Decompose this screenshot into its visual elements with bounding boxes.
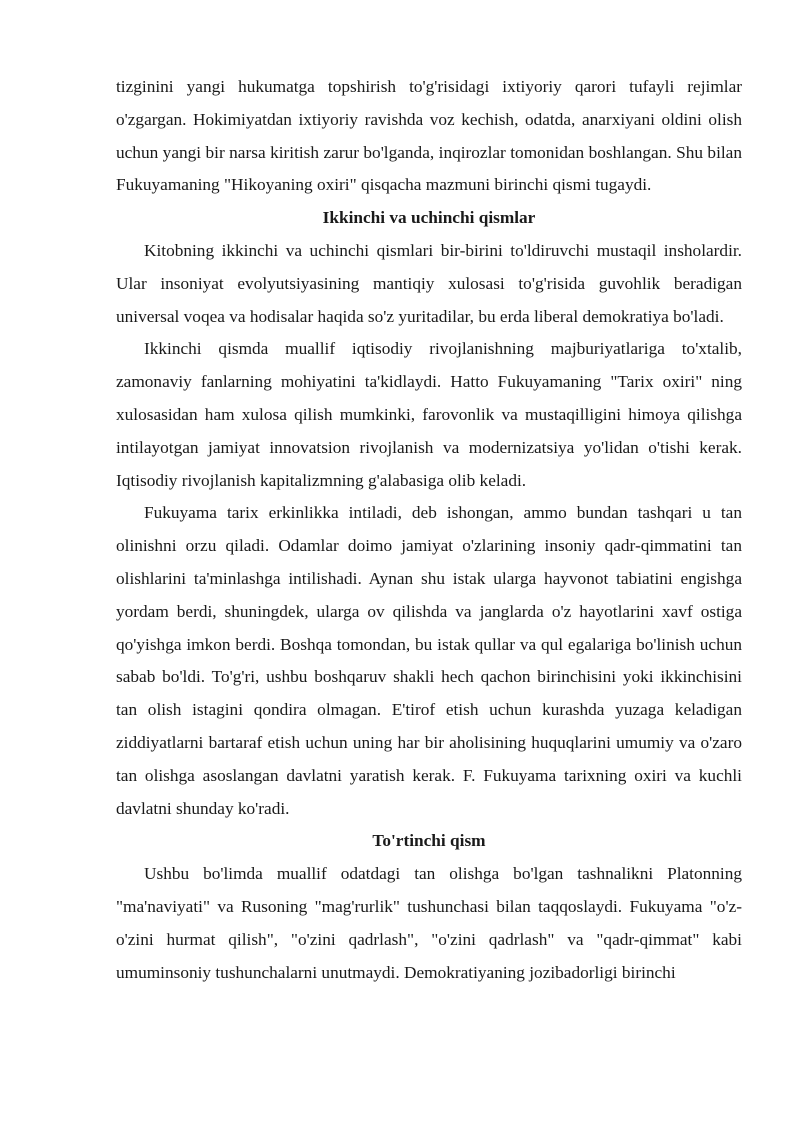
paragraph-fourth-part: Ushbu bo'limda muallif odatdagi tan olishga bo'lgan tashnalikni Platonning "ma'naviyati" va Rusoning "mag'rurlik" tushunchasi bilan taqqoslaydi. Fukuyama "o'z-o'zini hurmat qilish", "o'zini qadrlash", "o'zini qadrlash" va "qadr-qimmat" kabi umuminsoniy tushunchalarni unutmaydi. Demokratiyaning jozibadorligi birinchi [116, 864, 742, 982]
paragraph-economic-development: Ikkinchi qismda muallif iqtisodiy rivojlanishning majburiyatlariga to'xtalib, zamonaviy fanlarning mohiyatini ta'kidlaydi. Hatto Fukuyamaning "Tarix oxiri" ning xulosasidan ham xulosa qilish mumkinki, farovonlik va mustaqilligini himoya qilishga intilayotgan jamiyat innovatsion rivojlanish va modernizatsiya yo'lidan o'tishi kerak. Iqtisodiy rivojlanish kapitalizmning g'alabasiga olib keladi. [116, 339, 742, 490]
section-heading-second-third: Ikkinchi va uchinchi qismlar [322, 208, 536, 228]
paragraph-parts-overview: Kitobning ikkinchi va uchinchi qismlari bir-birini to'ldiruvchi mustaqil insholardir. Ular insoniyat evolyutsiyasining mantiqiy xulosasi to'g'risida guvohlik beradigan universal voqea va hodisalar haqida so'z yuritadilar, bu erda liberal demokratiya bo'ladi. [116, 240, 742, 326]
section-heading-fourth: To'rtinchi qism [372, 831, 486, 851]
paragraph-continued: tizginini yangi hukumatga topshirish to'g'risidagi ixtiyoriy qarori tufayli rejimlar o'zgargan. Hokimiyatdan ixtiyoriy ravishda voz kechish, odatda, anarxiyani oldini olish uchun yangi bir narsa kiritish zarur bo'lganda, inqirozlar tomonidan boshlangan. Shu bilan Fukuyamaning "Hikoyaning oxiri" qisqacha mazmuni birinchi qismi tugaydi. [116, 77, 742, 195]
paragraph-recognition: Fukuyama tarix erkinlikka intiladi, deb ishongan, ammo bundan tashqari u tan olinishni orzu qiladi. Odamlar doimo jamiyat o'zlarining insoniy qadr-qimmatini tan olishlarini ta'minlashga intilishadi. Aynan shu istak ularga hayvonot tabiatini engishga yordam berdi, shuningdek, ularga ov qilishda va janglarda o'z hayotlarini xavf ostiga qo'yishga imkon berdi. Boshqa tomondan, bu istak qullar va qul egalariga bo'linish uchun sabab bo'ldi. To'g'ri, ushbu boshqaruv shakli hech qachon birinchisini yoki ikkinchisini tan olish istagini qondira olmagan. E'tirof etish uchun kurashda yuzaga keladigan ziddiyatlarni bartaraf etish uchun uning har bir aholisining huquqlarini umumiy va o'zaro tan olishga asoslangan davlatni yaratish kerak. F. Fukuyama tarixning oxiri va kuchli davlatni shunday ko'radi. [116, 503, 742, 818]
document-page [116, 71, 742, 989]
